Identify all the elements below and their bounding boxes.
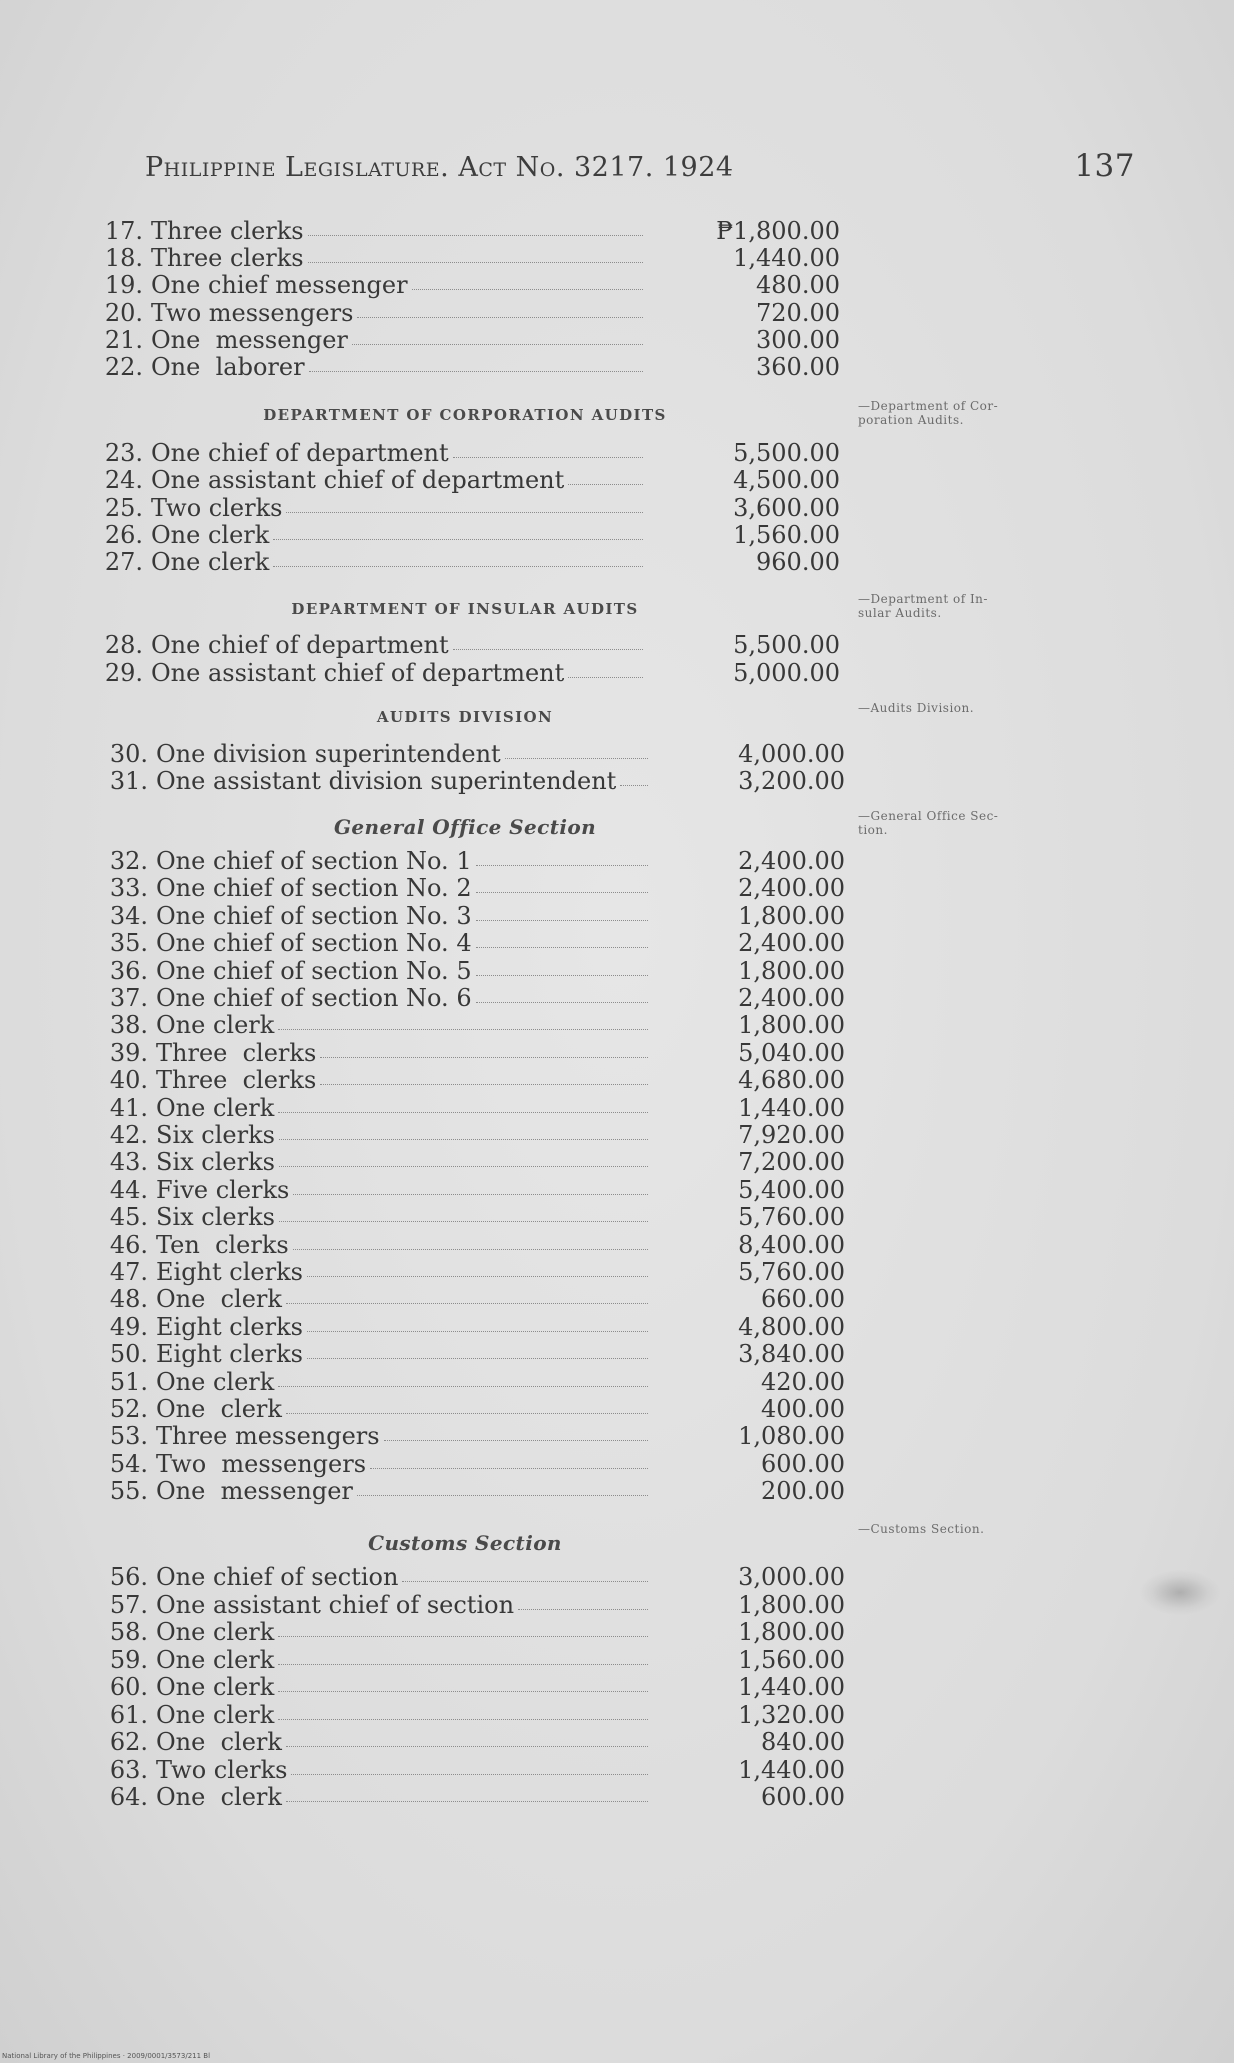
dot-leader (412, 289, 643, 290)
dot-leader (308, 262, 643, 263)
item-description: Eight clerks (156, 1340, 303, 1369)
item-description: One laborer (151, 353, 305, 381)
salary-item (95, 467, 855, 494)
item-description: One clerk (156, 1645, 275, 1674)
salary-item (100, 1149, 860, 1176)
item-amount: 1,440.00 (733, 244, 840, 273)
item-amount: 420.00 (761, 1367, 845, 1396)
dot-leader (273, 566, 643, 567)
item-amount: 200.00 (761, 1477, 845, 1506)
item-number: 32. (109, 847, 148, 875)
item-amount: 3,200.00 (738, 767, 845, 795)
salary-item (95, 245, 855, 272)
dot-leader (278, 1719, 648, 1720)
item-number: 64. (109, 1783, 148, 1811)
salary-item (100, 1204, 860, 1231)
item-number: 54. (109, 1449, 148, 1478)
item-number: 43. (109, 1148, 148, 1177)
dot-leader (402, 1581, 648, 1582)
item-number: 17. (104, 217, 143, 245)
item-number: 47. (109, 1258, 148, 1286)
dot-leader (308, 235, 643, 236)
item-description: One chief of section No. 2 (156, 874, 472, 903)
margin-note-general-office: —General Office Sec- tion. (858, 809, 999, 837)
item-description: One assistant chief of department (151, 466, 565, 495)
dot-leader (352, 344, 643, 345)
salary-item (100, 1040, 860, 1067)
item-amount: 1,440.00 (738, 1093, 845, 1122)
item-number: 24. (104, 466, 143, 495)
item-number: 39. (109, 1038, 148, 1067)
item-amount: 3,000.00 (738, 1563, 845, 1591)
salary-item (100, 930, 860, 957)
item-number: 18. (104, 244, 143, 273)
salary-item (100, 848, 860, 875)
heading-general-office-section: General Office Section (333, 815, 597, 839)
item-amount: 4,800.00 (738, 1312, 845, 1341)
item-amount: 600.00 (761, 1783, 845, 1811)
salary-item (100, 1341, 860, 1368)
item-description: Eight clerks (156, 1258, 303, 1286)
dot-leader (518, 1609, 648, 1610)
salary-item (100, 1619, 860, 1646)
item-description: One clerk (156, 1618, 275, 1646)
item-amount: 300.00 (756, 325, 840, 354)
item-number: 56. (109, 1563, 148, 1591)
dot-leader (384, 1440, 648, 1441)
salary-item (100, 1012, 860, 1039)
heading-audits-division: AUDITS DIVISION (376, 708, 554, 726)
salary-item (100, 1369, 860, 1396)
item-number: 33. (109, 874, 148, 903)
salary-item (95, 354, 855, 381)
salary-item (95, 495, 855, 522)
item-description: Eight clerks (156, 1312, 303, 1341)
item-number: 63. (109, 1755, 148, 1784)
item-amount: 2,400.00 (738, 929, 845, 958)
salary-item (100, 1232, 860, 1259)
item-description: One chief of department (151, 439, 449, 467)
item-amount: 5,500.00 (733, 439, 840, 467)
item-number: 62. (109, 1728, 148, 1756)
item-description: Three clerks (156, 1038, 317, 1067)
heading-corporation-audits: DEPARTMENT OF CORPORATION AUDITS (263, 406, 667, 424)
salary-item (100, 768, 860, 795)
item-number: 41. (109, 1093, 148, 1122)
item-description: Six clerks (156, 1148, 275, 1177)
dot-leader (476, 975, 648, 976)
item-description: One clerk (156, 1093, 275, 1122)
item-number: 59. (109, 1645, 148, 1674)
item-description: Ten clerks (156, 1230, 289, 1259)
item-number: 51. (109, 1367, 148, 1396)
item-description: One chief of section No. 5 (156, 956, 472, 985)
dot-leader (370, 1468, 648, 1469)
item-number: 48. (109, 1285, 148, 1314)
salary-item (95, 549, 855, 576)
salary-item (100, 1478, 860, 1505)
salary-item (100, 1177, 860, 1204)
dot-leader (279, 1221, 648, 1222)
salary-item (100, 1095, 860, 1122)
item-amount: 1,440.00 (738, 1673, 845, 1701)
item-description: One assistant division superintendent (156, 767, 617, 795)
item-description: One clerk (151, 520, 270, 549)
item-description: One clerk (156, 1728, 282, 1756)
dot-leader (293, 1249, 648, 1250)
item-amount: 5,500.00 (733, 631, 840, 659)
salary-item (100, 1592, 860, 1619)
item-amount: 1,560.00 (733, 520, 840, 549)
item-amount: 2,400.00 (738, 984, 845, 1012)
dot-leader (453, 457, 643, 458)
item-amount: 400.00 (761, 1395, 845, 1423)
item-number: 28. (104, 631, 143, 659)
item-description: One chief of department (151, 631, 449, 659)
dot-leader (476, 865, 648, 866)
salary-item (95, 440, 855, 467)
item-amount: 600.00 (761, 1449, 845, 1478)
item-amount: 1,800.00 (738, 956, 845, 985)
item-number: 60. (109, 1673, 148, 1701)
dot-leader (320, 1084, 648, 1085)
item-number: 25. (104, 493, 143, 522)
dot-leader (307, 1276, 648, 1277)
margin-note-customs: —Customs Section. (858, 1522, 985, 1536)
item-amount: 5,760.00 (738, 1203, 845, 1232)
item-number: 40. (109, 1066, 148, 1095)
salary-item (100, 1396, 860, 1423)
salary-item (95, 327, 855, 354)
salary-item (100, 1784, 860, 1811)
item-amount: 4,000.00 (738, 740, 845, 768)
salary-item (100, 1314, 860, 1341)
heading-insular-audits: DEPARTMENT OF INSULAR AUDITS (291, 600, 639, 618)
archive-footer: National Library of the Philippines · 2009/0001/3573/211 Bl (2, 2052, 211, 2060)
item-description: Three clerks (151, 217, 304, 245)
item-description: One division superintendent (156, 740, 501, 768)
item-description: One assistant chief of section (156, 1590, 515, 1619)
item-amount: 660.00 (761, 1285, 845, 1314)
item-amount: ₱1,800.00 (716, 217, 840, 245)
dot-leader (278, 1029, 648, 1030)
item-number: 44. (109, 1175, 148, 1204)
item-description: Three clerks (156, 1066, 317, 1095)
item-amount: 4,680.00 (738, 1066, 845, 1095)
heading-customs-section: Customs Section (368, 1531, 562, 1555)
salary-item (100, 875, 860, 902)
item-amount: 5,760.00 (738, 1258, 845, 1286)
dot-leader (568, 484, 643, 485)
item-number: 52. (109, 1395, 148, 1423)
dot-leader (278, 1112, 648, 1113)
item-description: One clerk (156, 1700, 275, 1729)
dot-leader (476, 947, 648, 948)
dot-leader (568, 677, 643, 678)
item-description: One clerk (156, 1783, 282, 1811)
dot-leader (307, 1331, 648, 1332)
dot-leader (291, 1774, 648, 1775)
dot-leader (279, 1166, 648, 1167)
item-amount: 4,500.00 (733, 466, 840, 495)
item-amount: 840.00 (761, 1728, 845, 1756)
dot-leader (505, 758, 648, 759)
dot-leader (476, 1002, 648, 1003)
salary-item (100, 903, 860, 930)
item-number: 31. (109, 767, 148, 795)
item-description: One chief of section No. 4 (156, 929, 472, 958)
dot-leader (279, 1139, 648, 1140)
item-description: Three clerks (151, 244, 304, 273)
item-description: One clerk (156, 1673, 275, 1701)
salary-item (100, 1757, 860, 1784)
item-description: One messenger (156, 1477, 353, 1506)
item-number: 19. (104, 271, 143, 300)
item-amount: 5,000.00 (733, 659, 840, 687)
item-description: Three messengers (156, 1422, 380, 1451)
item-amount: 1,080.00 (738, 1422, 845, 1451)
item-amount: 720.00 (756, 298, 840, 327)
margin-note-corporation-audits: —Department of Cor- poration Audits. (858, 399, 999, 427)
item-number: 46. (109, 1230, 148, 1259)
item-amount: 480.00 (756, 271, 840, 300)
item-amount: 5,400.00 (738, 1175, 845, 1204)
dot-leader (286, 512, 643, 513)
page-number: 137 (1074, 148, 1135, 184)
item-number: 34. (109, 901, 148, 930)
item-number: 35. (109, 929, 148, 958)
dot-leader (286, 1801, 648, 1802)
salary-item (95, 660, 855, 687)
salary-item (100, 1729, 860, 1756)
salary-item (100, 958, 860, 985)
dot-leader (293, 1194, 648, 1195)
item-amount: 1,800.00 (738, 1590, 845, 1619)
salary-item (95, 272, 855, 299)
running-title: Philippine Legislature. Act No. 3217. 1924 (145, 152, 734, 183)
salary-item (100, 1423, 860, 1450)
item-amount: 1,320.00 (738, 1700, 845, 1729)
item-number: 55. (109, 1477, 148, 1506)
item-number: 57. (109, 1590, 148, 1619)
salary-item (100, 741, 860, 768)
dot-leader (476, 920, 648, 921)
item-number: 45. (109, 1203, 148, 1232)
appropriation-list (95, 218, 1195, 1838)
item-number: 37. (109, 984, 148, 1012)
item-description: One clerk (156, 1285, 282, 1314)
salary-item (100, 1702, 860, 1729)
paper-smudge (1140, 1570, 1220, 1615)
dot-leader (286, 1413, 648, 1414)
page-header (145, 148, 1135, 192)
salary-item (100, 985, 860, 1012)
item-number: 26. (104, 520, 143, 549)
item-number: 58. (109, 1618, 148, 1646)
item-amount: 2,400.00 (738, 874, 845, 903)
item-number: 36. (109, 956, 148, 985)
item-description: One assistant chief of department (151, 659, 565, 687)
item-number: 20. (104, 298, 143, 327)
margin-note-insular-audits: —Department of In- sular Audits. (858, 592, 988, 620)
salary-item (100, 1067, 860, 1094)
item-amount: 3,600.00 (733, 493, 840, 522)
dot-leader (278, 1386, 648, 1387)
salary-item (100, 1286, 860, 1313)
salary-item (100, 1674, 860, 1701)
item-amount: 3,840.00 (738, 1340, 845, 1369)
dot-leader (286, 1303, 648, 1304)
item-amount: 8,400.00 (738, 1230, 845, 1259)
item-number: 53. (109, 1422, 148, 1451)
dot-leader (307, 1358, 648, 1359)
item-description: Six clerks (156, 1203, 275, 1232)
item-amount: 7,920.00 (738, 1121, 845, 1149)
item-amount: 960.00 (756, 548, 840, 577)
item-description: One chief of section No. 6 (156, 984, 472, 1012)
item-description: One chief of section No. 1 (156, 847, 472, 875)
salary-item (100, 1451, 860, 1478)
item-description: One chief messenger (151, 271, 408, 300)
salary-item (100, 1122, 860, 1149)
item-amount: 1,440.00 (738, 1755, 845, 1784)
item-number: 22. (104, 353, 143, 381)
dot-leader (620, 785, 648, 786)
dot-leader (357, 317, 643, 318)
item-number: 27. (104, 548, 143, 577)
item-amount: 1,800.00 (738, 901, 845, 930)
item-number: 23. (104, 439, 143, 467)
item-description: Two clerks (151, 493, 283, 522)
item-description: One chief of section No. 3 (156, 901, 472, 930)
dot-leader (453, 649, 643, 650)
dot-leader (278, 1636, 648, 1637)
salary-item (100, 1564, 860, 1591)
dot-leader (273, 539, 643, 540)
item-description: One clerk (156, 1011, 275, 1040)
item-number: 21. (104, 325, 143, 354)
item-number: 42. (109, 1121, 148, 1149)
salary-item (95, 218, 855, 245)
item-description: Two clerks (156, 1755, 288, 1784)
item-number: 29. (104, 659, 143, 687)
dot-leader (278, 1664, 648, 1665)
salary-item (95, 522, 855, 549)
item-description: Two messengers (156, 1449, 367, 1478)
item-number: 61. (109, 1700, 148, 1729)
item-description: One clerk (151, 548, 270, 577)
dot-leader (320, 1057, 648, 1058)
item-description: One clerk (156, 1367, 275, 1396)
item-amount: 2,400.00 (738, 847, 845, 875)
item-number: 49. (109, 1312, 148, 1341)
item-amount: 5,040.00 (738, 1038, 845, 1067)
item-number: 30. (109, 740, 148, 768)
dot-leader (309, 371, 643, 372)
item-description: One clerk (156, 1395, 282, 1423)
salary-item (100, 1647, 860, 1674)
item-description: Six clerks (156, 1121, 275, 1149)
item-amount: 1,560.00 (738, 1645, 845, 1674)
margin-note-audits-division: —Audits Division. (858, 701, 975, 715)
dot-leader (476, 892, 648, 893)
item-number: 38. (109, 1011, 148, 1040)
item-description: Two messengers (151, 298, 354, 327)
item-description: One chief of section (156, 1563, 399, 1591)
item-description: One messenger (151, 325, 348, 354)
salary-item (95, 632, 855, 659)
item-amount: 7,200.00 (738, 1148, 845, 1177)
item-description: Five clerks (156, 1175, 290, 1204)
item-number: 50. (109, 1340, 148, 1369)
item-amount: 1,800.00 (738, 1618, 845, 1646)
dot-leader (357, 1495, 648, 1496)
dot-leader (286, 1746, 648, 1747)
salary-item (95, 300, 855, 327)
salary-item (100, 1259, 860, 1286)
item-amount: 360.00 (756, 353, 840, 381)
dot-leader (278, 1691, 648, 1692)
item-amount: 1,800.00 (738, 1011, 845, 1040)
